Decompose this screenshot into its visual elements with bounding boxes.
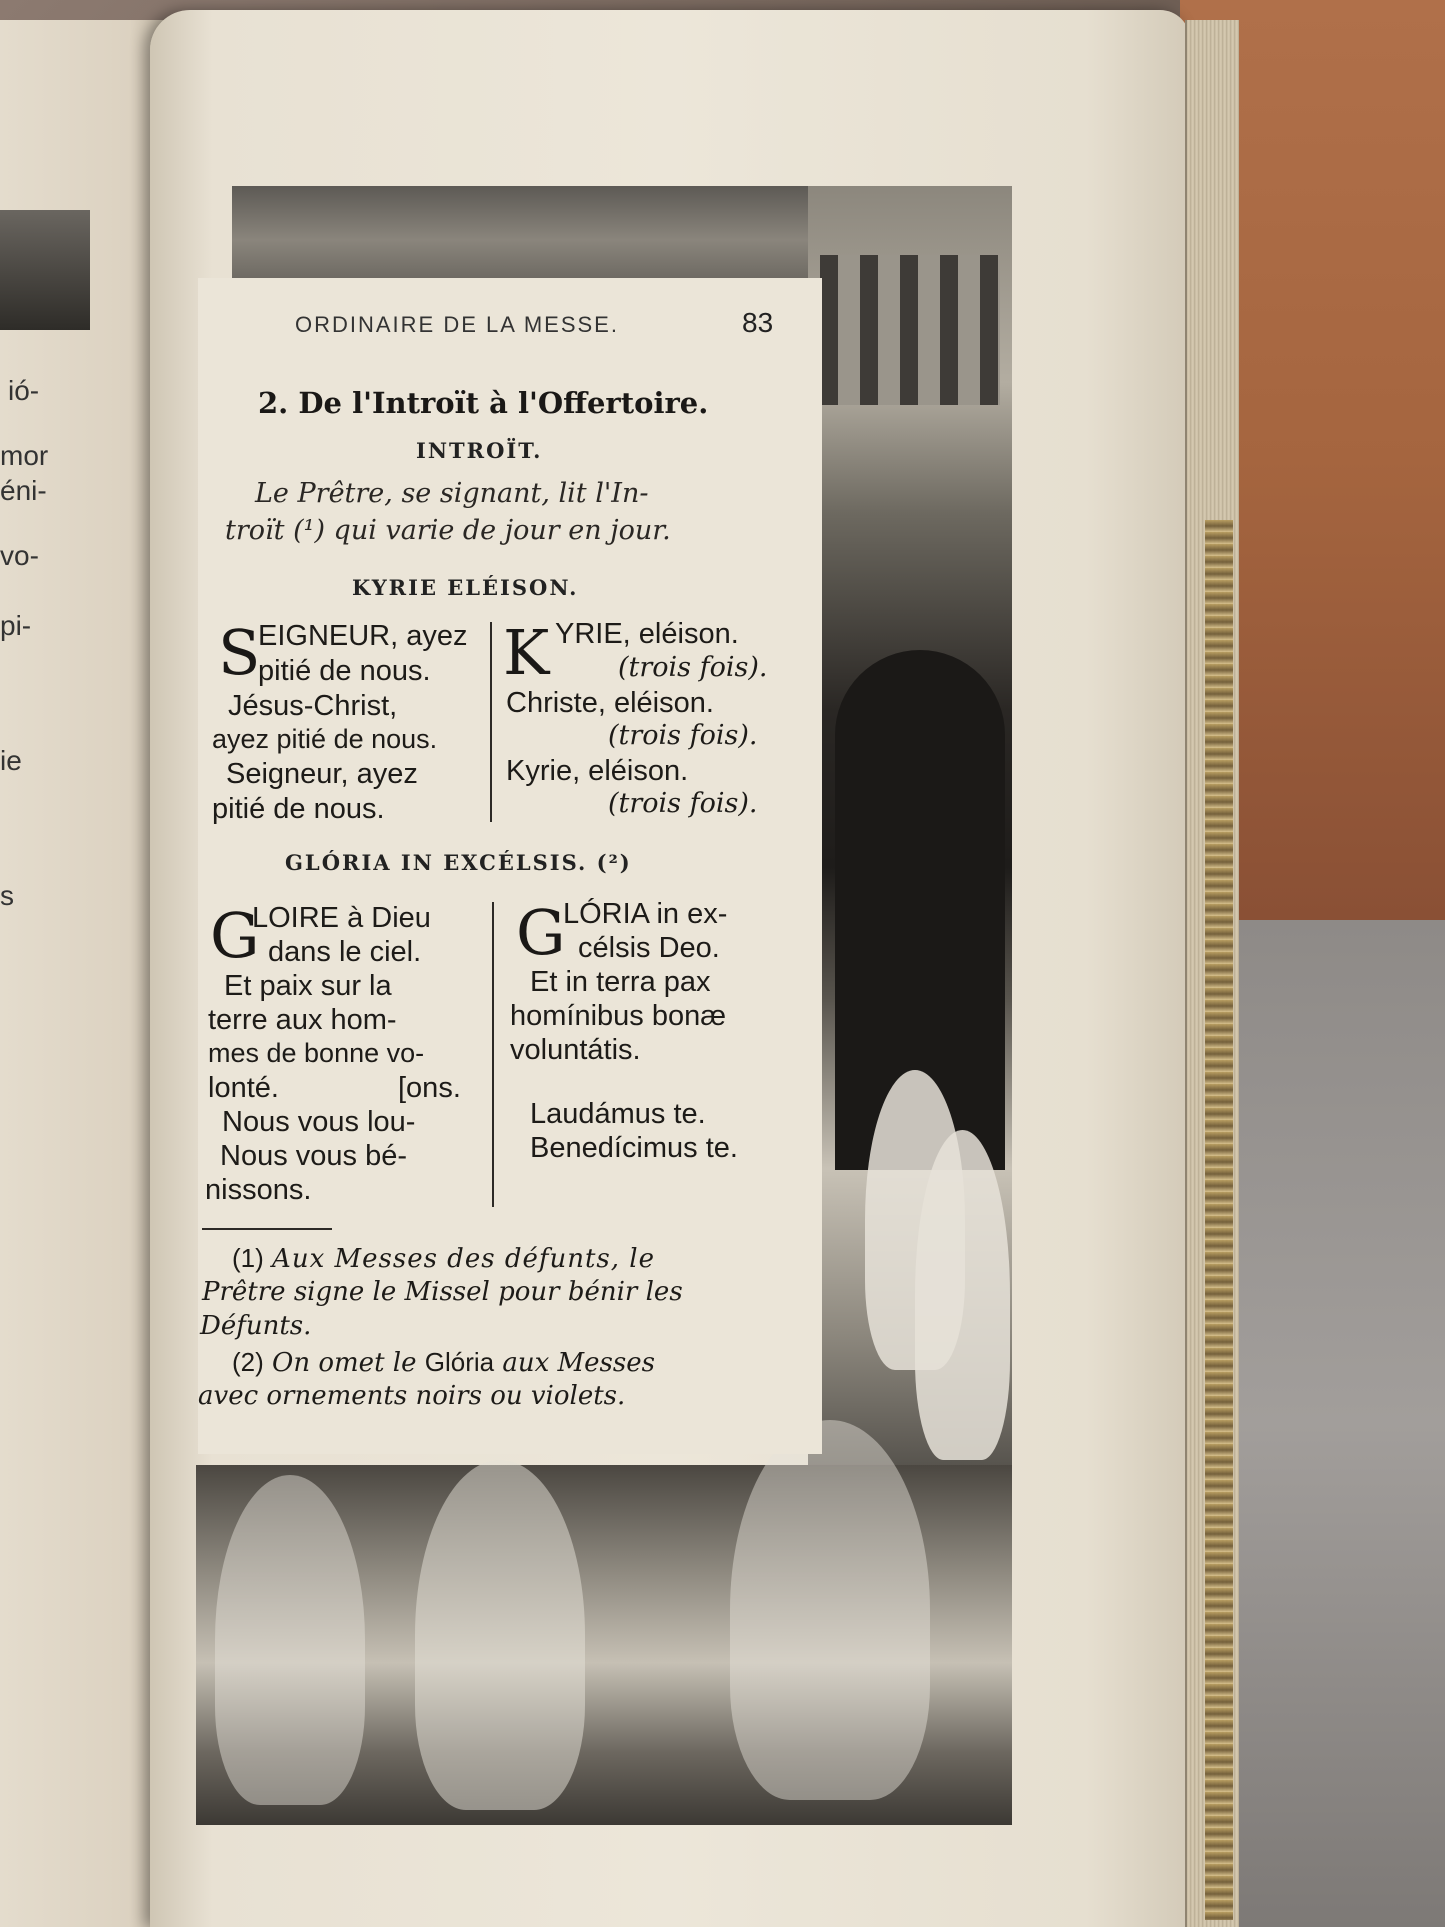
footnote-2-text: aux Messes xyxy=(502,1348,655,1378)
running-head: ORDINAIRE DE LA MESSE. xyxy=(295,312,619,337)
section-title: 2. De l'Introït à l'Offertoire. xyxy=(258,386,709,420)
gloria-heading: GLÓRIA IN EXCÉLSIS. (²) xyxy=(285,850,632,875)
introit-rubric: Le Prêtre, se signant, lit l'In- xyxy=(255,478,649,509)
kyrie-latin-line: (trois fois). xyxy=(608,720,758,751)
kyrie-latin-line: Christe, eléison. xyxy=(506,687,714,719)
gloria-french-line: terre aux hom- xyxy=(208,1004,397,1036)
footnote-1-marker: (1) xyxy=(232,1243,264,1273)
gloria-latin-line: homínibus bonæ xyxy=(510,1000,727,1032)
left-page-fragment: ie xyxy=(0,745,22,776)
footnote-2 xyxy=(232,1347,655,1378)
engraving-figure xyxy=(415,1460,585,1810)
footnote-1-line: Prêtre signe le Missel pour bénir les xyxy=(202,1277,683,1307)
kyrie-french-line: Jésus-Christ, xyxy=(228,690,398,722)
gloria-latin-line: voluntátis. xyxy=(510,1034,641,1066)
gloria-latin-line: Benedícimus te. xyxy=(530,1132,738,1164)
engraving-columns xyxy=(820,255,1000,405)
introit-heading: INTROÏT. xyxy=(416,438,543,463)
footnote-rule xyxy=(202,1228,332,1230)
left-page-fragment: ió- xyxy=(8,375,40,406)
kyrie-latin-line: Kyrie, eléison. xyxy=(506,755,689,787)
kyrie-latin-line: (trois fois). xyxy=(608,788,758,819)
kyrie-french-line: pitié de nous. xyxy=(212,793,385,825)
engraving-figure xyxy=(215,1475,365,1805)
gloria-french-line: nissons. xyxy=(205,1174,312,1206)
kyrie-french-line: pitié de nous. xyxy=(258,655,431,687)
page-number: 83 xyxy=(742,307,774,338)
engraving-figure xyxy=(730,1420,930,1800)
gloria-french-line: lonté. xyxy=(208,1072,279,1104)
gloria-french-line: Et paix sur la xyxy=(224,970,392,1002)
footnote-2-line: avec ornements noirs ou violets. xyxy=(198,1381,626,1411)
footnote-1-text: Aux Messes des défunts, le xyxy=(272,1244,655,1274)
gloria-french-line: [ons. xyxy=(398,1072,461,1104)
introit-rubric: troït (¹) qui varie de jour en jour. xyxy=(225,515,671,546)
left-page-fragment: mor xyxy=(0,440,49,471)
kyrie-french-dropcap: S xyxy=(218,616,261,689)
kyrie-french-line: Seigneur, ayez xyxy=(226,758,418,790)
gloria-french-line: LOIRE à Dieu xyxy=(252,902,431,934)
gloria-french-line: Nous vous bé- xyxy=(220,1140,407,1172)
left-page-fragment: pi- xyxy=(0,610,32,641)
kyrie-french-line: ayez pitié de nous. xyxy=(212,724,438,754)
engraving-figure xyxy=(915,1130,1010,1460)
column-divider xyxy=(492,902,494,1207)
gilt-spine-decoration xyxy=(1205,520,1233,1920)
gloria-french-line: dans le ciel. xyxy=(268,936,422,968)
footnote-1-line: Défunts. xyxy=(200,1311,312,1341)
gloria-latin-dropcap: G xyxy=(516,896,566,969)
gloria-latin-line: célsis Deo. xyxy=(578,932,720,964)
left-page-fragment: éni- xyxy=(0,475,47,506)
gloria-latin-line: Laudámus te. xyxy=(530,1098,706,1130)
gloria-french-line: mes de bonne vo- xyxy=(208,1038,425,1068)
kyrie-latin-dropcap: K xyxy=(503,616,550,689)
gloria-latin-line: Et in terra pax xyxy=(530,966,711,998)
left-page-illustration xyxy=(0,210,90,330)
kyrie-heading: KYRIE ELÉISON. xyxy=(352,575,579,600)
footnote-2-text: On omet le xyxy=(272,1348,417,1378)
footnote-2-text: Glória xyxy=(424,1347,495,1377)
gloria-latin-line: LÓRIA in ex- xyxy=(563,898,728,930)
column-divider xyxy=(490,622,492,822)
kyrie-latin-line: YRIE, eléison. xyxy=(555,618,739,650)
left-page-fragment: vo- xyxy=(0,540,39,571)
kyrie-french-line: EIGNEUR, ayez xyxy=(258,620,468,652)
footnote-1 xyxy=(232,1243,655,1274)
footnote-2-marker: (2) xyxy=(232,1347,264,1377)
left-page-fragment: s xyxy=(0,880,14,911)
background-table xyxy=(1230,920,1445,1927)
gloria-french-dropcap: G xyxy=(210,899,260,972)
kyrie-latin-line: (trois fois). xyxy=(618,652,768,683)
gloria-french-line: Nous vous lou- xyxy=(222,1106,416,1138)
